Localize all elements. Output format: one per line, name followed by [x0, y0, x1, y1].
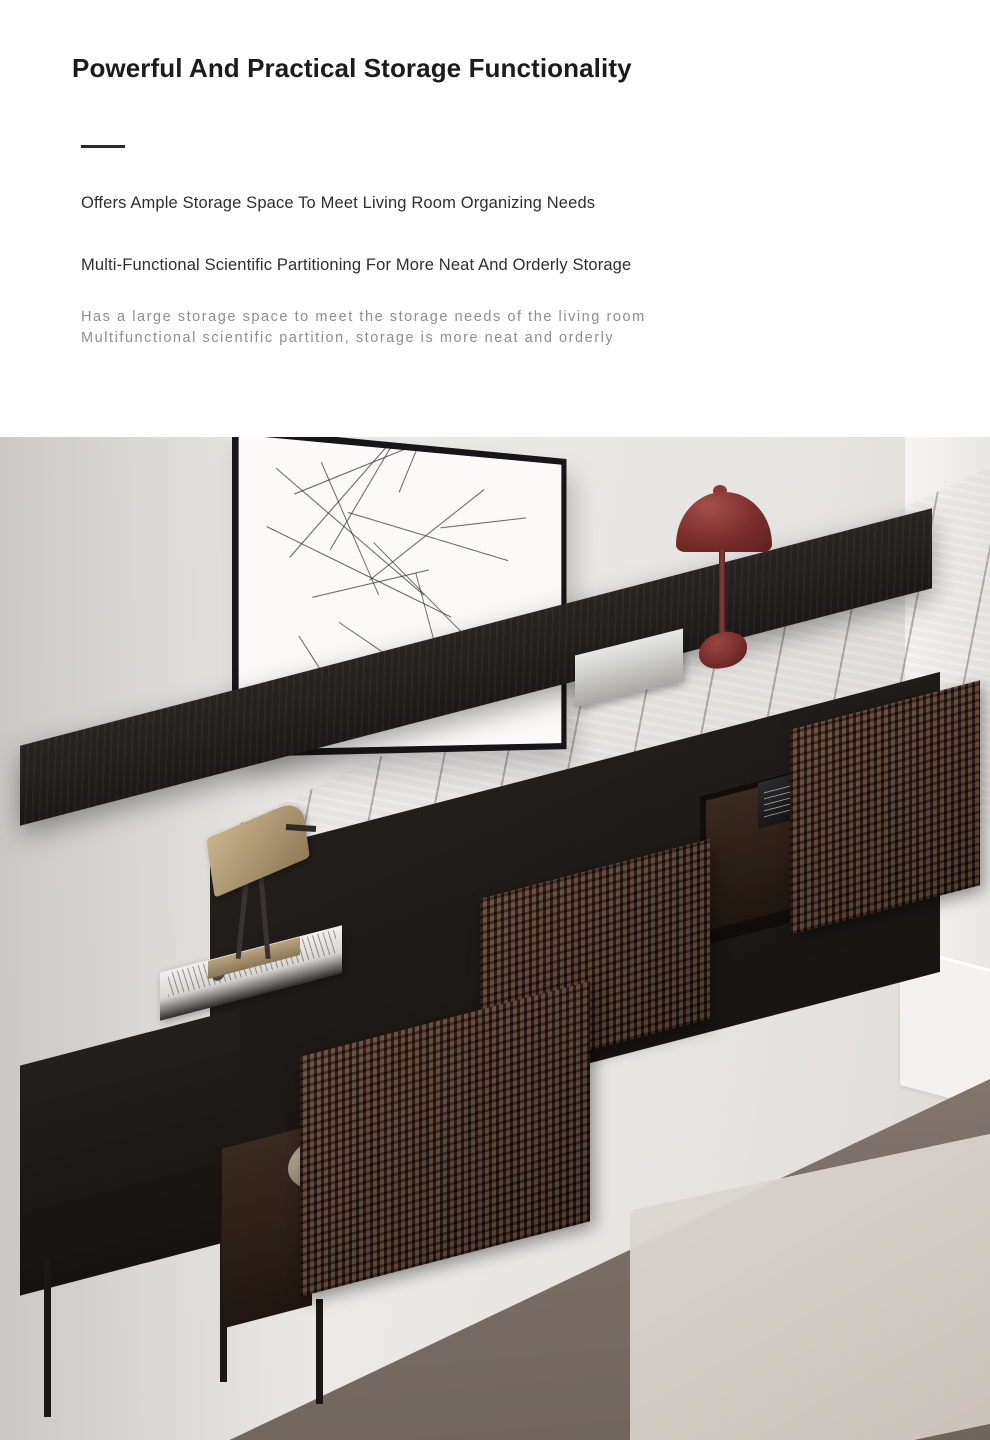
cabinet-leg	[44, 1257, 51, 1417]
cabinet-leg	[316, 1299, 323, 1404]
text-section	[0, 0, 990, 437]
list-item: Offers Ample Storage Space To Meet Living Room Organizing Needs	[81, 194, 596, 213]
lamp-stem	[719, 549, 725, 639]
divider	[81, 145, 125, 148]
subtext-line: Multifunctional scientific partition, storage is more neat and orderly	[81, 330, 615, 347]
subtext-line: Has a large storage space to meet the storage needs of the living room	[81, 309, 646, 326]
feature-list	[81, 192, 918, 277]
page-title: Powerful And Practical Storage Functionality	[72, 53, 632, 83]
list-item: Multi-Functional Scientific Partitioning For More Neat And Orderly Storage	[81, 256, 632, 275]
product-photo	[0, 437, 990, 1440]
subtext-block	[81, 307, 918, 349]
